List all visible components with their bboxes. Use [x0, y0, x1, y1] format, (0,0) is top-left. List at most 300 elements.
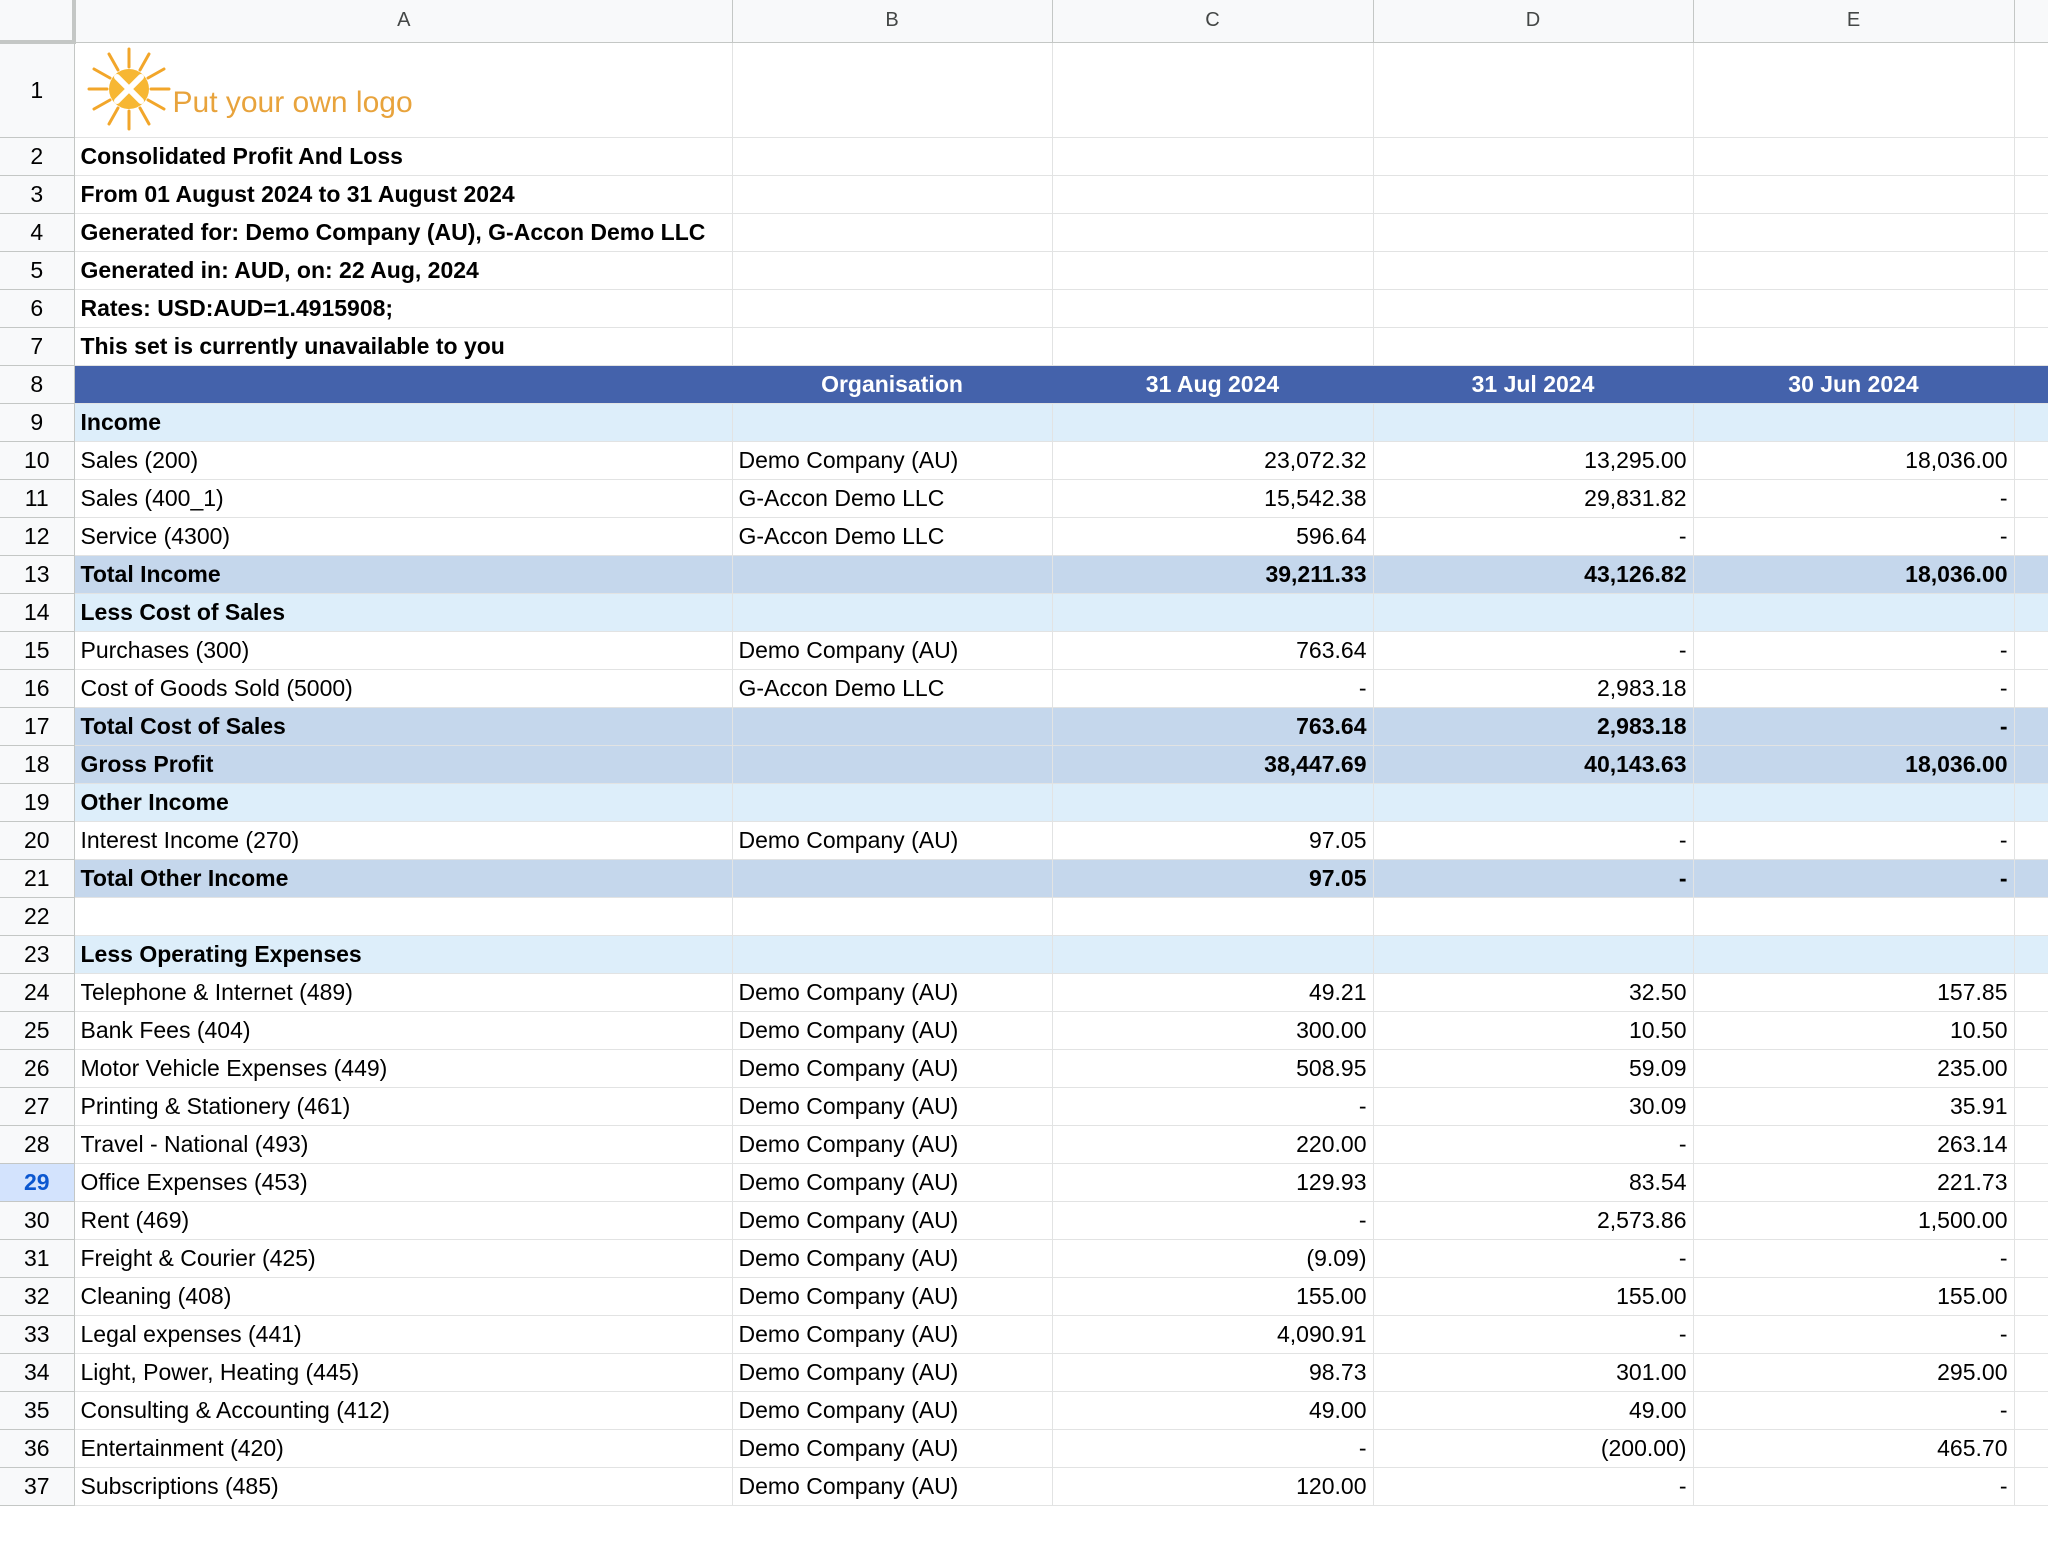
- amount-cell[interactable]: 300.00: [1052, 1011, 1373, 1049]
- row-number[interactable]: 3: [0, 175, 74, 213]
- account-cell[interactable]: Cleaning (408): [74, 1277, 732, 1315]
- organisation-cell[interactable]: [732, 783, 1052, 821]
- amount-cell[interactable]: 763.64: [1052, 707, 1373, 745]
- amount-cell[interactable]: [1373, 897, 1693, 935]
- account-cell[interactable]: [74, 897, 732, 935]
- cell[interactable]: [1693, 251, 2014, 289]
- report-info-cell[interactable]: Consolidated Profit And Loss: [74, 137, 732, 175]
- cell[interactable]: [1373, 175, 1693, 213]
- amount-cell[interactable]: 763.64: [1052, 631, 1373, 669]
- table-row: [0, 1163, 2048, 1201]
- cell[interactable]: [2014, 403, 2048, 441]
- organisation-cell[interactable]: Demo Company (AU): [732, 1125, 1052, 1163]
- account-cell[interactable]: Entertainment (420): [74, 1429, 732, 1467]
- cell[interactable]: [732, 327, 1052, 365]
- organisation-cell[interactable]: Demo Company (AU): [732, 1277, 1052, 1315]
- amount-cell[interactable]: 13,295.00: [1373, 441, 1693, 479]
- amount-cell[interactable]: [1052, 783, 1373, 821]
- total-row: [0, 707, 2048, 745]
- amount-cell[interactable]: 155.00: [1693, 1277, 2014, 1315]
- organisation-cell[interactable]: G-Accon Demo LLC: [732, 669, 1052, 707]
- cell[interactable]: [732, 42, 1052, 137]
- amount-cell[interactable]: 40,143.63: [1373, 745, 1693, 783]
- cell[interactable]: [732, 175, 1052, 213]
- amount-cell[interactable]: [1693, 897, 2014, 935]
- cell[interactable]: [1373, 42, 1693, 137]
- amount-cell[interactable]: 30.09: [1373, 1087, 1693, 1125]
- header-cell[interactable]: Organisation: [732, 365, 1052, 403]
- select-all-corner[interactable]: [0, 0, 74, 42]
- amount-cell[interactable]: -: [1693, 669, 2014, 707]
- amount-cell[interactable]: 10.50: [1373, 1011, 1693, 1049]
- amount-cell[interactable]: 2,983.18: [1373, 707, 1693, 745]
- cell[interactable]: [2014, 973, 2048, 1011]
- cell[interactable]: [1052, 251, 1373, 289]
- header-cell[interactable]: [74, 365, 732, 403]
- row-number[interactable]: 33: [0, 1315, 74, 1353]
- organisation-cell[interactable]: Demo Company (AU): [732, 1353, 1052, 1391]
- cell[interactable]: [732, 137, 1052, 175]
- amount-cell[interactable]: -: [1693, 479, 2014, 517]
- cell[interactable]: [1052, 213, 1373, 251]
- account-cell[interactable]: Income: [74, 403, 732, 441]
- organisation-cell[interactable]: [732, 403, 1052, 441]
- cell[interactable]: [2014, 213, 2048, 251]
- row-number[interactable]: 35: [0, 1391, 74, 1429]
- organisation-cell[interactable]: G-Accon Demo LLC: [732, 517, 1052, 555]
- cell[interactable]: [2014, 1467, 2048, 1505]
- blank-row: [0, 897, 2048, 935]
- total-row: [0, 745, 2048, 783]
- header-cell[interactable]: [2014, 365, 2048, 403]
- account-cell[interactable]: Motor Vehicle Expenses (449): [74, 1049, 732, 1087]
- row-number[interactable]: 23: [0, 935, 74, 973]
- info-row: [0, 175, 2048, 213]
- report-info-cell[interactable]: From 01 August 2024 to 31 August 2024: [74, 175, 732, 213]
- cell[interactable]: [2014, 1239, 2048, 1277]
- cell[interactable]: [2014, 42, 2048, 137]
- header-cell[interactable]: 31 Aug 2024: [1052, 365, 1373, 403]
- amount-cell[interactable]: 465.70: [1693, 1429, 2014, 1467]
- amount-cell[interactable]: 221.73: [1693, 1163, 2014, 1201]
- amount-cell[interactable]: 4,090.91: [1052, 1315, 1373, 1353]
- organisation-cell[interactable]: [732, 745, 1052, 783]
- amount-cell[interactable]: 157.85: [1693, 973, 2014, 1011]
- row-number[interactable]: 29: [0, 1163, 74, 1201]
- amount-cell[interactable]: 18,036.00: [1693, 555, 2014, 593]
- cell[interactable]: [1052, 327, 1373, 365]
- row-number[interactable]: 8: [0, 365, 74, 403]
- account-cell[interactable]: Cost of Goods Sold (5000): [74, 669, 732, 707]
- cell[interactable]: [2014, 555, 2048, 593]
- amount-cell[interactable]: -: [1052, 1429, 1373, 1467]
- row-number[interactable]: 26: [0, 1049, 74, 1087]
- organisation-cell[interactable]: Demo Company (AU): [732, 1163, 1052, 1201]
- account-cell[interactable]: Printing & Stationery (461): [74, 1087, 732, 1125]
- amount-cell[interactable]: 18,036.00: [1693, 745, 2014, 783]
- amount-cell[interactable]: [1693, 935, 2014, 973]
- organisation-cell[interactable]: Demo Company (AU): [732, 1049, 1052, 1087]
- column-header-row: [0, 0, 2048, 42]
- amount-cell[interactable]: -: [1693, 821, 2014, 859]
- row-number[interactable]: 20: [0, 821, 74, 859]
- amount-cell[interactable]: -: [1373, 1239, 1693, 1277]
- table-row: [0, 1429, 2048, 1467]
- amount-cell[interactable]: 83.54: [1373, 1163, 1693, 1201]
- cell[interactable]: [1693, 213, 2014, 251]
- column-header-e[interactable]: E: [1693, 0, 2014, 42]
- cell[interactable]: [2014, 1353, 2048, 1391]
- amount-cell[interactable]: (200.00): [1373, 1429, 1693, 1467]
- amount-cell[interactable]: 508.95: [1052, 1049, 1373, 1087]
- account-cell[interactable]: Light, Power, Heating (445): [74, 1353, 732, 1391]
- cell[interactable]: [2014, 1201, 2048, 1239]
- cell[interactable]: [2014, 1391, 2048, 1429]
- amount-cell[interactable]: 49.21: [1052, 973, 1373, 1011]
- amount-cell[interactable]: -: [1373, 517, 1693, 555]
- cell[interactable]: [2014, 1315, 2048, 1353]
- info-row: [0, 289, 2048, 327]
- amount-cell[interactable]: 59.09: [1373, 1049, 1693, 1087]
- amount-cell[interactable]: -: [1693, 1239, 2014, 1277]
- row-number[interactable]: 4: [0, 213, 74, 251]
- cell[interactable]: [2014, 1163, 2048, 1201]
- account-cell[interactable]: Total Income: [74, 555, 732, 593]
- amount-cell[interactable]: 29,831.82: [1373, 479, 1693, 517]
- row-number[interactable]: 7: [0, 327, 74, 365]
- organisation-cell[interactable]: Demo Company (AU): [732, 1429, 1052, 1467]
- amount-cell[interactable]: 32.50: [1373, 973, 1693, 1011]
- cell[interactable]: [1373, 213, 1693, 251]
- cell[interactable]: [2014, 1429, 2048, 1467]
- amount-cell[interactable]: 596.64: [1052, 517, 1373, 555]
- column-header-d[interactable]: D: [1373, 0, 1693, 42]
- cell[interactable]: [2014, 707, 2048, 745]
- account-cell[interactable]: Gross Profit: [74, 745, 732, 783]
- cell[interactable]: [1373, 251, 1693, 289]
- table-row: [0, 1049, 2048, 1087]
- cell[interactable]: [2014, 479, 2048, 517]
- cell[interactable]: [1693, 327, 2014, 365]
- cell[interactable]: [1052, 137, 1373, 175]
- amount-cell[interactable]: -: [1373, 859, 1693, 897]
- report-info-cell[interactable]: This set is currently unavailable to you: [74, 327, 732, 365]
- account-cell[interactable]: Interest Income (270): [74, 821, 732, 859]
- row-number[interactable]: 15: [0, 631, 74, 669]
- amount-cell[interactable]: [1052, 897, 1373, 935]
- cell[interactable]: [2014, 935, 2048, 973]
- amount-cell[interactable]: 155.00: [1052, 1277, 1373, 1315]
- account-cell[interactable]: Travel - National (493): [74, 1125, 732, 1163]
- amount-cell[interactable]: [1373, 783, 1693, 821]
- cell[interactable]: [2014, 517, 2048, 555]
- table-row: [0, 517, 2048, 555]
- cell[interactable]: [2014, 327, 2048, 365]
- amount-cell[interactable]: [1693, 593, 2014, 631]
- table-row: [0, 1315, 2048, 1353]
- column-header-f[interactable]: [2014, 0, 2048, 42]
- column-header-a[interactable]: A: [74, 0, 732, 42]
- column-header-b[interactable]: B: [732, 0, 1052, 42]
- header-cell[interactable]: 30 Jun 2024: [1693, 365, 2014, 403]
- organisation-cell[interactable]: Demo Company (AU): [732, 441, 1052, 479]
- amount-cell[interactable]: 15,542.38: [1052, 479, 1373, 517]
- organisation-cell[interactable]: Demo Company (AU): [732, 1239, 1052, 1277]
- amount-cell[interactable]: [1373, 593, 1693, 631]
- total-row: [0, 859, 2048, 897]
- amount-cell[interactable]: -: [1373, 631, 1693, 669]
- organisation-cell[interactable]: [732, 897, 1052, 935]
- amount-cell[interactable]: 129.93: [1052, 1163, 1373, 1201]
- row-number[interactable]: 16: [0, 669, 74, 707]
- info-row: [0, 251, 2048, 289]
- amount-cell[interactable]: -: [1052, 1087, 1373, 1125]
- amount-cell[interactable]: -: [1693, 1315, 2014, 1353]
- row-number[interactable]: 18: [0, 745, 74, 783]
- row-number[interactable]: 13: [0, 555, 74, 593]
- amount-cell[interactable]: -: [1693, 631, 2014, 669]
- cell[interactable]: [2014, 593, 2048, 631]
- organisation-cell[interactable]: [732, 555, 1052, 593]
- amount-cell[interactable]: 10.50: [1693, 1011, 2014, 1049]
- amount-cell[interactable]: -: [1373, 1125, 1693, 1163]
- cell[interactable]: [1373, 327, 1693, 365]
- amount-cell[interactable]: [1693, 783, 2014, 821]
- account-cell[interactable]: Other Income: [74, 783, 732, 821]
- info-row: [0, 327, 2048, 365]
- account-cell[interactable]: Subscriptions (485): [74, 1467, 732, 1505]
- amount-cell[interactable]: 43,126.82: [1373, 555, 1693, 593]
- account-cell[interactable]: Freight & Courier (425): [74, 1239, 732, 1277]
- organisation-cell[interactable]: Demo Company (AU): [732, 1467, 1052, 1505]
- amount-cell[interactable]: 35.91: [1693, 1087, 2014, 1125]
- organisation-cell[interactable]: Demo Company (AU): [732, 821, 1052, 859]
- row-number[interactable]: 32: [0, 1277, 74, 1315]
- table-row: [0, 1239, 2048, 1277]
- row-number[interactable]: 1: [0, 42, 74, 137]
- amount-cell[interactable]: 301.00: [1373, 1353, 1693, 1391]
- account-cell[interactable]: Less Operating Expenses: [74, 935, 732, 973]
- amount-cell[interactable]: 97.05: [1052, 859, 1373, 897]
- cell[interactable]: [2014, 783, 2048, 821]
- cell[interactable]: [732, 251, 1052, 289]
- account-cell[interactable]: Legal expenses (441): [74, 1315, 732, 1353]
- organisation-cell[interactable]: Demo Company (AU): [732, 631, 1052, 669]
- cell[interactable]: [2014, 821, 2048, 859]
- table-header-row: [0, 365, 2048, 403]
- cell[interactable]: [1693, 289, 2014, 327]
- amount-cell[interactable]: 235.00: [1693, 1049, 2014, 1087]
- amount-cell[interactable]: 49.00: [1373, 1391, 1693, 1429]
- table-row: [0, 1391, 2048, 1429]
- amount-cell[interactable]: -: [1052, 1201, 1373, 1239]
- total-row: [0, 555, 2048, 593]
- organisation-cell[interactable]: Demo Company (AU): [732, 1201, 1052, 1239]
- account-cell[interactable]: Office Expenses (453): [74, 1163, 732, 1201]
- cell[interactable]: [2014, 1049, 2048, 1087]
- cell[interactable]: [2014, 859, 2048, 897]
- amount-cell[interactable]: (9.09): [1052, 1239, 1373, 1277]
- table-row: [0, 1087, 2048, 1125]
- cell[interactable]: [2014, 251, 2048, 289]
- logo: [81, 43, 726, 137]
- report-info-cell[interactable]: Rates: USD:AUD=1.4915908;: [74, 289, 732, 327]
- info-row: [0, 137, 2048, 175]
- amount-cell[interactable]: -: [1693, 859, 2014, 897]
- table-row: [0, 669, 2048, 707]
- row-number[interactable]: 2: [0, 137, 74, 175]
- row-number[interactable]: 21: [0, 859, 74, 897]
- cell[interactable]: [1052, 42, 1373, 137]
- amount-cell[interactable]: 155.00: [1373, 1277, 1693, 1315]
- row-number[interactable]: 31: [0, 1239, 74, 1277]
- cell[interactable]: [2014, 631, 2048, 669]
- cell[interactable]: [2014, 1011, 2048, 1049]
- table-row: [0, 1277, 2048, 1315]
- cell[interactable]: [2014, 137, 2048, 175]
- amount-cell[interactable]: [1373, 935, 1693, 973]
- amount-cell[interactable]: -: [1052, 669, 1373, 707]
- amount-cell[interactable]: 23,072.32: [1052, 441, 1373, 479]
- row-number[interactable]: 11: [0, 479, 74, 517]
- organisation-cell[interactable]: Demo Company (AU): [732, 1011, 1052, 1049]
- table-row: [0, 1125, 2048, 1163]
- row-number[interactable]: 14: [0, 593, 74, 631]
- amount-cell[interactable]: -: [1373, 1467, 1693, 1505]
- info-row: [0, 213, 2048, 251]
- organisation-cell[interactable]: G-Accon Demo LLC: [732, 479, 1052, 517]
- cell[interactable]: [2014, 289, 2048, 327]
- cell[interactable]: [1373, 289, 1693, 327]
- cell[interactable]: [2014, 175, 2048, 213]
- logo-text: Put your own logo: [172, 85, 413, 119]
- amount-cell[interactable]: -: [1693, 1467, 2014, 1505]
- row-number[interactable]: 30: [0, 1201, 74, 1239]
- table-row: [0, 631, 2048, 669]
- amount-cell[interactable]: -: [1693, 517, 2014, 555]
- amount-cell[interactable]: 220.00: [1052, 1125, 1373, 1163]
- amount-cell[interactable]: 38,447.69: [1052, 745, 1373, 783]
- cell[interactable]: [2014, 441, 2048, 479]
- row-number[interactable]: 12: [0, 517, 74, 555]
- cell[interactable]: [2014, 1087, 2048, 1125]
- cell[interactable]: [1693, 42, 2014, 137]
- table-row: [0, 1011, 2048, 1049]
- cell[interactable]: [2014, 669, 2048, 707]
- organisation-cell[interactable]: [732, 859, 1052, 897]
- logo-cell[interactable]: [74, 42, 732, 137]
- amount-cell[interactable]: [1693, 403, 2014, 441]
- table-row: [0, 1353, 2048, 1391]
- cell[interactable]: [732, 289, 1052, 327]
- row-number[interactable]: 22: [0, 897, 74, 935]
- account-cell[interactable]: Purchases (300): [74, 631, 732, 669]
- cell[interactable]: [1693, 137, 2014, 175]
- account-cell[interactable]: Total Other Income: [74, 859, 732, 897]
- amount-cell[interactable]: 120.00: [1052, 1467, 1373, 1505]
- header-cell[interactable]: 31 Jul 2024: [1373, 365, 1693, 403]
- row-number[interactable]: 36: [0, 1429, 74, 1467]
- row-number[interactable]: 25: [0, 1011, 74, 1049]
- row-number[interactable]: 10: [0, 441, 74, 479]
- amount-cell[interactable]: [1052, 403, 1373, 441]
- row-number[interactable]: 37: [0, 1467, 74, 1505]
- account-cell[interactable]: Sales (200): [74, 441, 732, 479]
- section-row: [0, 783, 2048, 821]
- organisation-cell[interactable]: Demo Company (AU): [732, 1315, 1052, 1353]
- amount-cell[interactable]: 49.00: [1052, 1391, 1373, 1429]
- account-cell[interactable]: Consulting & Accounting (412): [74, 1391, 732, 1429]
- amount-cell[interactable]: -: [1693, 707, 2014, 745]
- row-number[interactable]: 17: [0, 707, 74, 745]
- row-number[interactable]: 19: [0, 783, 74, 821]
- account-cell[interactable]: Bank Fees (404): [74, 1011, 732, 1049]
- report-info-cell[interactable]: Generated in: AUD, on: 22 Aug, 2024: [74, 251, 732, 289]
- row-number[interactable]: 9: [0, 403, 74, 441]
- row-number[interactable]: 5: [0, 251, 74, 289]
- cell[interactable]: [2014, 745, 2048, 783]
- report-info-cell[interactable]: Generated for: Demo Company (AU), G-Accon Demo LLC: [74, 213, 732, 251]
- amount-cell[interactable]: -: [1373, 821, 1693, 859]
- organisation-cell[interactable]: [732, 593, 1052, 631]
- organisation-cell[interactable]: Demo Company (AU): [732, 973, 1052, 1011]
- amount-cell[interactable]: 263.14: [1693, 1125, 2014, 1163]
- organisation-cell[interactable]: [732, 935, 1052, 973]
- cell[interactable]: [1052, 289, 1373, 327]
- amount-cell[interactable]: 1,500.00: [1693, 1201, 2014, 1239]
- row-number[interactable]: 27: [0, 1087, 74, 1125]
- organisation-cell[interactable]: Demo Company (AU): [732, 1391, 1052, 1429]
- account-cell[interactable]: Total Cost of Sales: [74, 707, 732, 745]
- row-number[interactable]: 24: [0, 973, 74, 1011]
- row-number[interactable]: 6: [0, 289, 74, 327]
- amount-cell[interactable]: 98.73: [1052, 1353, 1373, 1391]
- amount-cell[interactable]: [1052, 593, 1373, 631]
- amount-cell[interactable]: 39,211.33: [1052, 555, 1373, 593]
- cell[interactable]: [2014, 1125, 2048, 1163]
- amount-cell[interactable]: 18,036.00: [1693, 441, 2014, 479]
- amount-cell[interactable]: 97.05: [1052, 821, 1373, 859]
- account-cell[interactable]: Less Cost of Sales: [74, 593, 732, 631]
- organisation-cell[interactable]: Demo Company (AU): [732, 1087, 1052, 1125]
- amount-cell[interactable]: [1052, 935, 1373, 973]
- cell[interactable]: [1693, 175, 2014, 213]
- logo-row: [0, 42, 2048, 137]
- amount-cell[interactable]: [1373, 403, 1693, 441]
- cell[interactable]: [732, 213, 1052, 251]
- cell[interactable]: [2014, 897, 2048, 935]
- cell[interactable]: [1052, 175, 1373, 213]
- account-cell[interactable]: Service (4300): [74, 517, 732, 555]
- account-cell[interactable]: Rent (469): [74, 1201, 732, 1239]
- row-number[interactable]: 28: [0, 1125, 74, 1163]
- amount-cell[interactable]: -: [1373, 1315, 1693, 1353]
- account-cell[interactable]: Sales (400_1): [74, 479, 732, 517]
- organisation-cell[interactable]: [732, 707, 1052, 745]
- sun-logo-icon: [83, 43, 179, 137]
- row-number[interactable]: 34: [0, 1353, 74, 1391]
- cell[interactable]: [1373, 137, 1693, 175]
- amount-cell[interactable]: -: [1693, 1391, 2014, 1429]
- column-header-c[interactable]: C: [1052, 0, 1373, 42]
- table-row: [0, 973, 2048, 1011]
- account-cell[interactable]: Telephone & Internet (489): [74, 973, 732, 1011]
- amount-cell[interactable]: 295.00: [1693, 1353, 2014, 1391]
- amount-cell[interactable]: 2,573.86: [1373, 1201, 1693, 1239]
- table-row: [0, 1201, 2048, 1239]
- cell[interactable]: [2014, 1277, 2048, 1315]
- amount-cell[interactable]: 2,983.18: [1373, 669, 1693, 707]
